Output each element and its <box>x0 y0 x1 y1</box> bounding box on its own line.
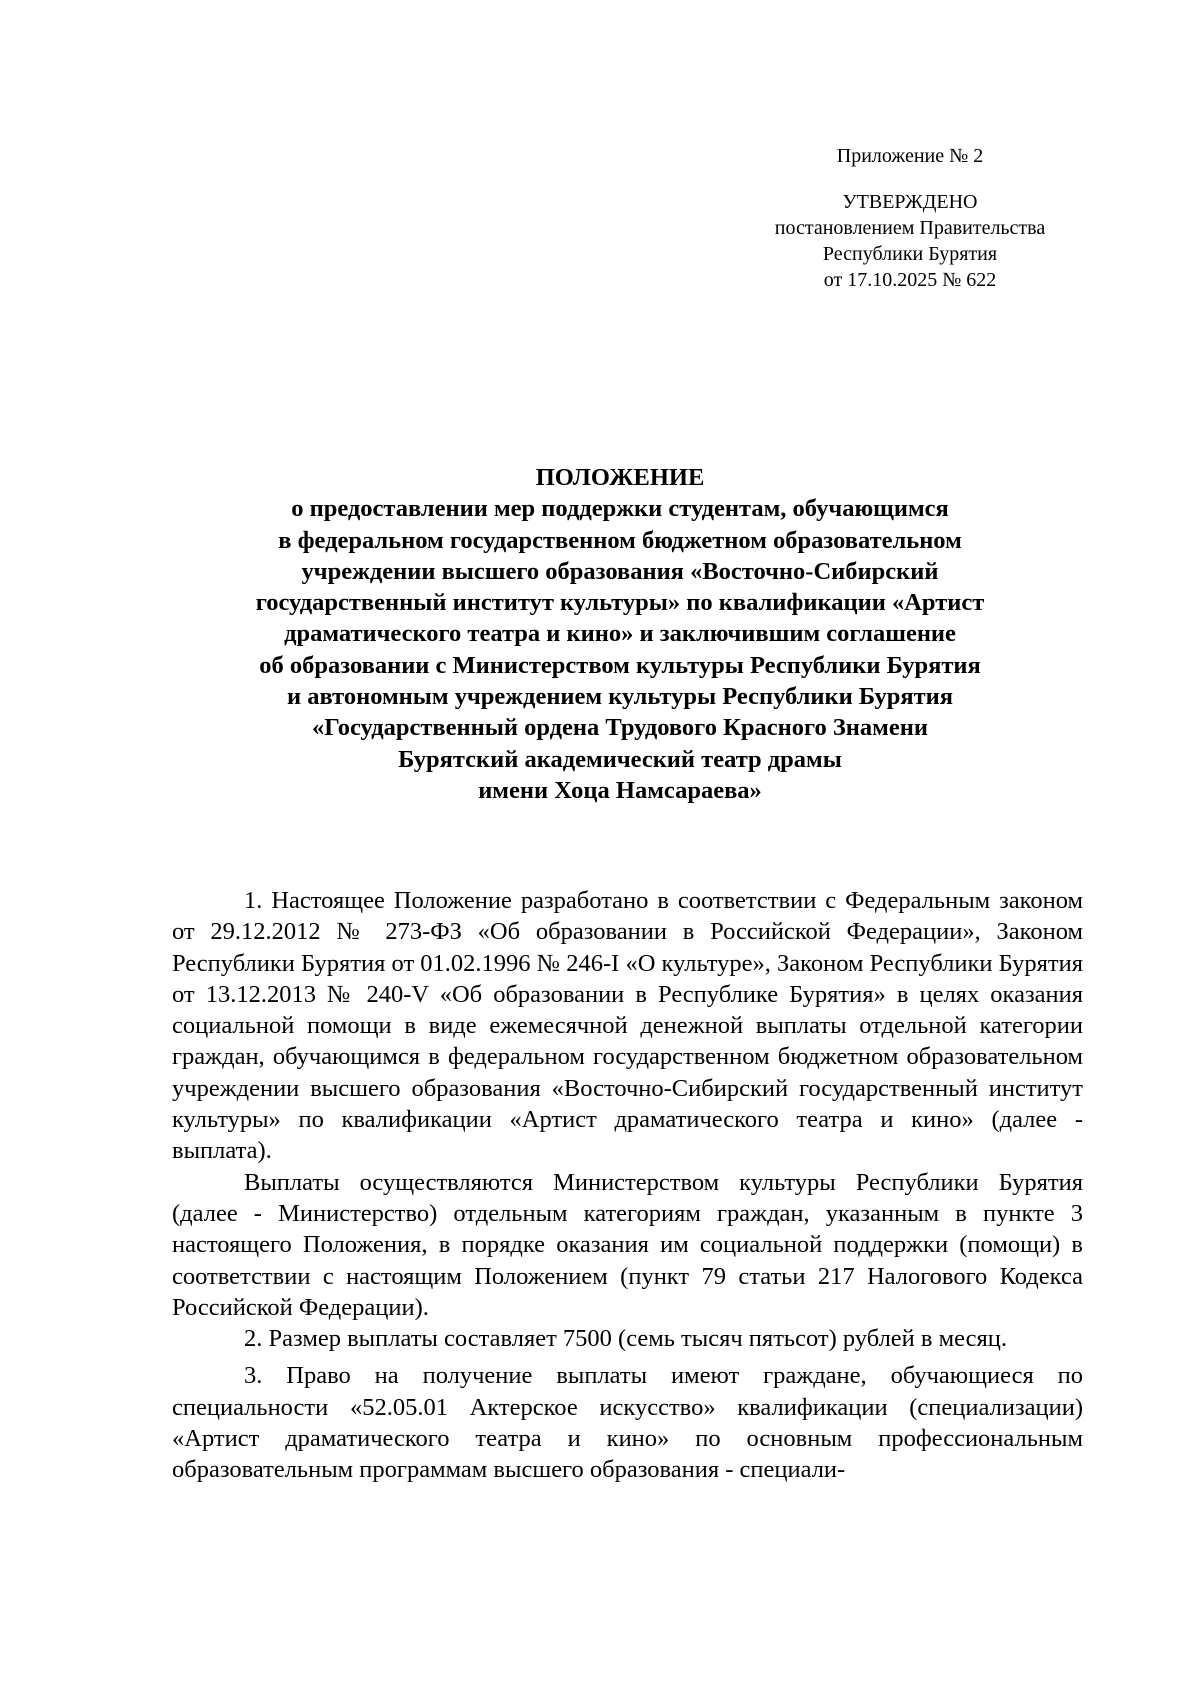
paragraph-2: 2. Размер выплаты составляет 7500 (семь тысяч пятьсот) рублей в месяц. <box>244 1325 1007 1353</box>
title-line: драматического театра и кино» и заключившим соглашение <box>284 620 956 648</box>
title-line: в федеральном государственном бюджетном образовательном <box>278 526 962 554</box>
title-line: «Государственный ордена Трудового Красного Знамени <box>312 714 928 742</box>
title-line: имени Хоца Намсараева» <box>478 776 762 804</box>
approval-date-line: от 17.10.2025 № 622 <box>823 269 997 291</box>
title-heading: ПОЛОЖЕНИЕ <box>535 464 705 491</box>
title-line: государственный институт культуры» по квалификации «Артист <box>255 589 985 617</box>
approved-stamp-text: УТВЕРЖДЕНО <box>842 191 978 213</box>
title-line: учреждении высшего образования «Восточно-Сибирский <box>301 557 939 585</box>
title-line: Бурятский академический театр драмы <box>398 745 842 773</box>
approved-by-line: постановлением Правительства <box>774 217 1046 239</box>
approved-republic-line: Республики Бурятия <box>822 243 998 265</box>
paragraph-3: 3. Право на получение выплаты имеют граждане, обучающиеся по специальности «52.05.01 Актерское искусство» квалификации (специализации) «Артист драматического театра и кино» по основным профессиональным образовательным программам высшего образования - специали- <box>172 1362 1083 1484</box>
document-title <box>160 462 1080 806</box>
document-body <box>172 885 1083 1486</box>
title-line: и автономным учреждением культуры Республики Бурятия <box>287 683 953 711</box>
title-line: об образовании с Министерством культуры Республики Бурятия <box>259 651 981 679</box>
paragraph-payments: Выплаты осуществляются Министерством культуры Республики Бурятия (далее - Министерство) отдельным категориям граждан, указанным в пункте 3 настоящего Положения, в порядке оказания им социальной поддержки (помощи) в соответствии с настоящим Положением (пункт 79 статьи 217 Налогового Кодекса Российской Федерации). <box>172 1168 1083 1321</box>
appendix-number: Приложение № 2 <box>836 145 984 167</box>
approval-block <box>720 143 1100 293</box>
paragraph-1: 1. Настоящее Положение разработано в соответствии с Федеральным законом от 29.12.2012 № 273-ФЗ «Об образовании в Российской Федерации», Законом Республики Бурятия от 01.02.1996 № 246-I «О культуре», Законом Республики Бурятия от 13.12.2013 № 240-V «Об образовании в Республике Бурятия» в целях оказания социальной помощи в виде ежемесячной денежной выплаты отдельной категории граждан, обучающимся в федеральном государственном бюджетном образовательном учреждении высшего образования «Восточно-Сибирский государственный институт культуры» по квалификации «Артист драматического театра и кино» (далее - выплата). <box>172 887 1083 1165</box>
title-line: о предоставлении мер поддержки студентам, обучающимся <box>291 495 949 523</box>
